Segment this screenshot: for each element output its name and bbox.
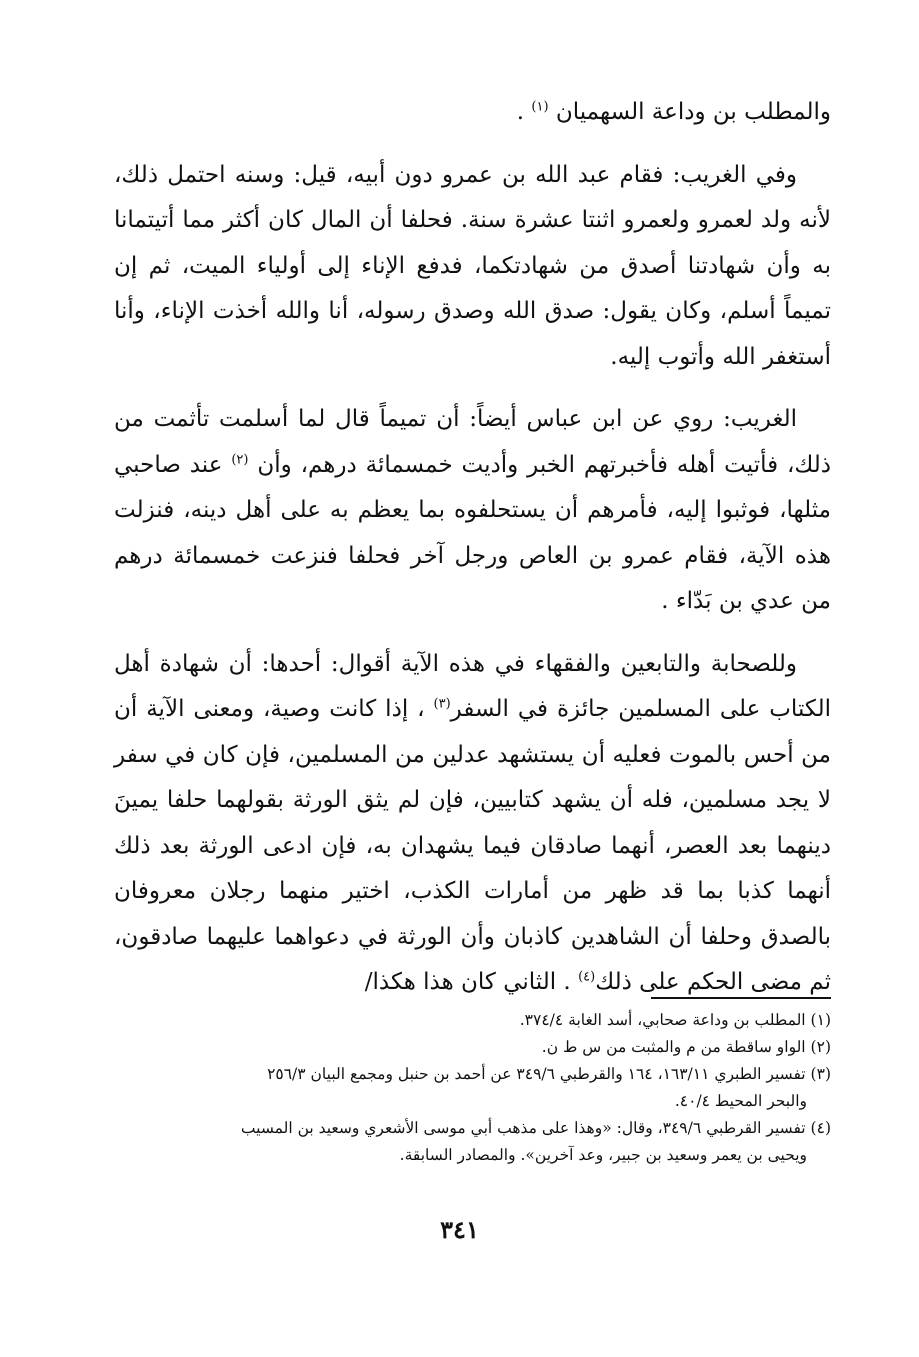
footnote-separator [651,997,831,999]
footnote-number: (٢) [810,1038,831,1056]
footnote-ref-3: (٣) [433,696,451,712]
paragraph-2 [114,153,831,381]
footnote-4 [114,1115,831,1169]
footnote-3 [114,1061,831,1115]
footnote-ref-1: (١) [531,99,549,115]
page-number: ٣٤١ [440,1215,479,1244]
footnote-number: (٣) [810,1065,831,1083]
paragraph-2-text: وفي الغريب: فقام عبد الله بن عمرو دون أبيه، قيل: وسنه احتمل ذلك، لأنه ولد لعمرو ولعمرو اثنتا عشرة سنة. فحلفا أن المال كان أكثر مما أتيتمانا به وأن شهادتنا أصدق من شهادتكما، فدفع الإناء إلى أولياء الميت، ثم إن تميماً أسلم، وكان يقول: صدق الله وصدق رسوله، أنا والله أخذت الإناء، وأنا أستغفر الله وأتوب إليه. [114,161,831,370]
paragraph-1-text: والمطلب بن وداعة السهميان [555,99,831,125]
footnote-text: تفسير الطبري ١٦٣/١١، ١٦٤ والقرطبي ٣٤٩/٦ عن أحمد بن حنبل ومجمع البيان ٢٥٦/٣ [267,1065,806,1083]
paragraph-1 [114,90,831,136]
footnote-number: (٤) [810,1119,831,1137]
paragraph-4-text-after: . الثاني كان هذا هكذا/ [364,969,571,995]
paragraph-3-text-after: عند صاحبي مثلها، فوثبوا إليه، فأمرهم أن يستحلفوه بما يعظم به على أهل دينه، فنزلت هذه الآية، فقام عمرو بن العاص ورجل آخر فحلفا فنزعت خمسمائة درهم من عدي بن بَدّاء . [114,451,831,614]
paragraph-3-text-before: الغريب: روي عن ابن عباس أيضاً: أن تميماً قال لما أسلمت تأثمت من ذلك، فأتيت أهله فأخبرتهم الخبر وأديت خمسمائة درهم، وأن [114,406,832,478]
footnote-text: تفسير القرطبي ٣٤٩/٦، وقال: «وهذا على مذهب أبي موسى الأشعري وسعيد بن المسيب [240,1119,806,1137]
paragraph-4 [114,642,831,1006]
paragraph-4-text-before: وللصحابة والتابعين والفقهاء في هذه الآية أقوال: أحدها: أن شهادة أهل الكتاب على المسلمين جائزة في السفر [114,650,831,722]
footnotes [114,1007,831,1169]
footnote-ref-4: (٤) [578,969,596,985]
footnote-continuation: والبحر المحيط ٤٠/٤. [674,1092,807,1110]
footnote-text: المطلب بن وداعة صحابي، أسد الغابة ٣٧٤/٤. [519,1011,806,1029]
footnote-1 [114,1007,831,1034]
main-text [114,90,831,1023]
footnote-continuation: ويحيى بن يعمر وسعيد بن جبير، وعد آخرين». والمصادر السابقة. [399,1146,807,1164]
footnote-text: الواو ساقطة من م والمثبت من س ط ن. [541,1038,806,1056]
footnote-2 [114,1034,831,1061]
paragraph-1-tail: . [516,99,525,125]
footnote-ref-2: (٢) [231,451,249,467]
footnote-number: (١) [810,1011,831,1029]
paragraph-4-text-middle: ، إذا كانت وصية، ومعنى الآية أن من أحس بالموت فعليه أن يستشهد عدلين من المسلمين، فإن كان في سفر لا يجد مسلمين، فله أن يشهد كتابيين، فإن لم يثق الورثة بقولهما حلفا يمينَ دينهما بعد العصر، أنهما صادقان فيما يشهدان به، فإن ادعى الورثة بعد ذلك أنهما كذبا بما قد ظهر من أمارات الكذب، اختير منهما رجلان معروفان بالصدق وحلفا أن الشاهدين كاذبان وأن الورثة في دعواهما عليهما صادقون، ثم مضى الحكم على ذلك [114,696,831,995]
paragraph-3 [114,397,831,625]
